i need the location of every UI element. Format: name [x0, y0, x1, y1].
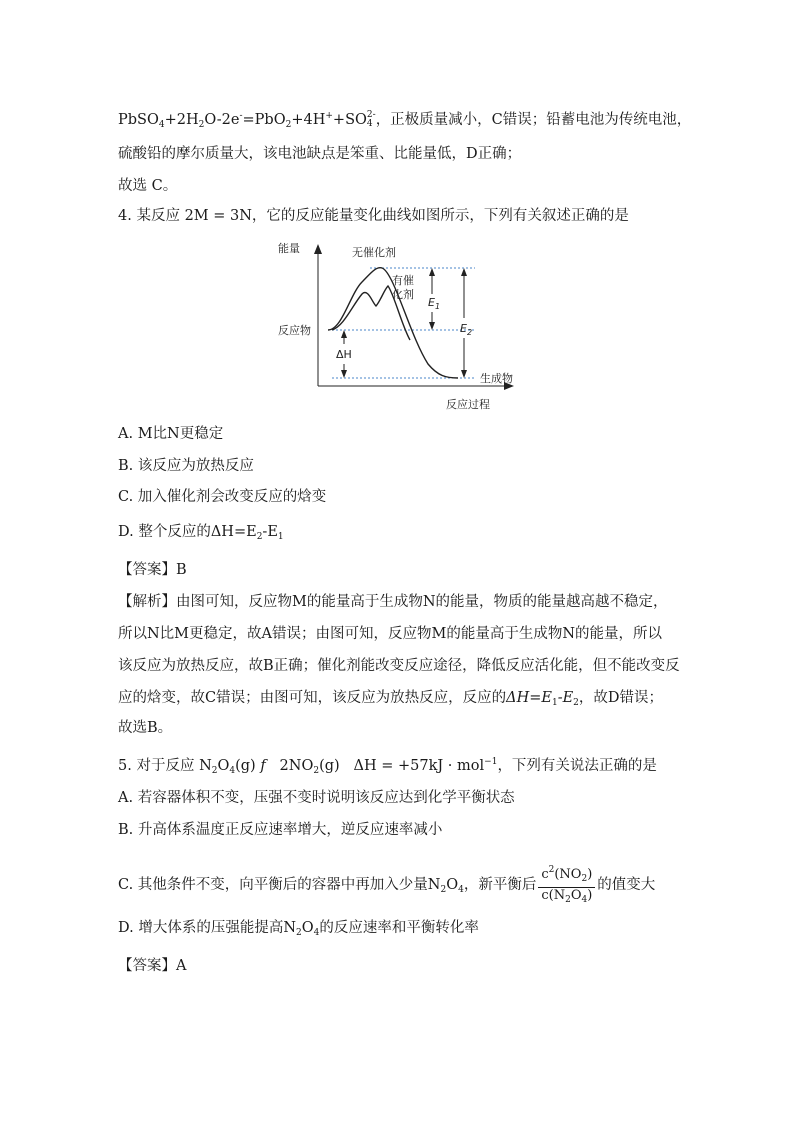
formula-text: N — [283, 920, 297, 936]
q4-analysis-line-5: 故选B。 — [118, 720, 173, 736]
formula-text: ΔH=E — [210, 524, 257, 540]
formula-text: O-2e — [204, 112, 240, 128]
sub-sup-stack — [367, 111, 376, 129]
formula-text: c — [541, 867, 549, 882]
subscript: 2 — [211, 766, 218, 776]
formula-text: c(N — [541, 888, 566, 903]
q5-option-d — [118, 918, 479, 943]
formula-text: O — [570, 888, 582, 903]
subscript: 4 — [366, 119, 373, 129]
formula-text: N — [199, 758, 212, 774]
subscript: 4 — [313, 928, 320, 938]
q4-option-a: A. M比N更稳定 — [118, 426, 224, 442]
formula-text: O — [446, 877, 459, 893]
q4-option-b: B. 该反应为放热反应 — [118, 458, 254, 474]
explanation-line-2: 硫酸铅的摩尔质量大，该电池缺点是笨重、比能量低，D正确； — [118, 146, 522, 162]
e2-arrowhead-bottom — [461, 370, 467, 378]
explanation-line-3: 故选 C。 — [118, 178, 178, 194]
e1-arrowhead-bottom — [429, 322, 435, 330]
formula-text: (NO — [554, 867, 582, 882]
formula-text: O — [301, 920, 314, 936]
product-label: 生成物 — [480, 372, 513, 385]
subscript: 2 — [573, 698, 579, 708]
e1-label: $E_1$ — [428, 296, 441, 311]
fraction — [538, 862, 595, 908]
formula-text: (g) — [235, 758, 256, 774]
q4-analysis-line-4 — [118, 688, 663, 713]
superscript: −1 — [484, 757, 498, 767]
formula-text: +2H — [164, 112, 199, 128]
subscript: 2 — [581, 874, 588, 884]
option-text: D. 增大体系的压强能提高 — [118, 920, 284, 936]
option-text: C. 其他条件不变，向平衡后的容器中再加入少量 — [118, 877, 428, 893]
subscript: 2 — [285, 120, 292, 130]
q4-option-d — [118, 522, 284, 547]
subscript: 2 — [198, 120, 205, 130]
superscript: - — [239, 111, 243, 121]
explanation-text: ，正极质量减小，C错误；铅蓄电池为传统电池， — [375, 112, 692, 128]
superscript: 2- — [366, 110, 376, 120]
question-5-stem — [118, 752, 657, 781]
y-axis-label: 能量 — [278, 242, 300, 255]
enthalpy-text: ΔH = +57kJ · mol — [353, 758, 485, 774]
subscript: 1 — [551, 698, 558, 708]
q5-option-c — [118, 862, 655, 908]
x-axis-label: 反应过程 — [446, 398, 490, 411]
question-number: 4. 某反应 — [118, 208, 180, 224]
analysis-text: 应的焓变，故C错误；由图可知，该反应为放热反应，反应的 — [118, 690, 507, 706]
formula-text: O — [217, 758, 230, 774]
subscript: 2 — [313, 766, 320, 776]
subscript: 4 — [458, 885, 464, 895]
no-catalyst-label: 无催化剂 — [352, 246, 396, 259]
q4-analysis-line-2: 所以N比M更稳定，故A错误；由图可知，反应物M的能量高于生成物N的能量，所以 — [118, 626, 663, 642]
option-text: 的反应速率和平衡转化率 — [319, 920, 479, 936]
subscript: 2 — [256, 532, 263, 542]
superscript: + — [325, 111, 333, 121]
q4-answer: 【答案】B — [118, 562, 187, 578]
analysis-text: ，故D错误； — [578, 690, 664, 706]
formula-text: ) — [587, 867, 593, 882]
e1-arrowhead-top — [429, 268, 435, 276]
formula-text: -E — [262, 524, 278, 540]
e2-arrowhead-top — [461, 268, 467, 276]
question-number: 5. 对于反应 — [118, 758, 195, 774]
fraction-denominator — [538, 888, 595, 908]
catalyst-label-line2: 化剂 — [392, 288, 414, 301]
formula-text: PbSO — [118, 112, 159, 128]
subscript: 2 — [440, 885, 447, 895]
formula-text: =PbO — [242, 112, 286, 128]
reactant-label: 反应物 — [278, 324, 311, 337]
option-text: 的值变大 — [597, 877, 656, 893]
fraction-numerator — [538, 862, 595, 888]
formula-text: +4H — [291, 112, 326, 128]
y-axis-arrow — [314, 244, 322, 254]
explanation-line-1 — [118, 106, 691, 135]
dh-label: ΔH — [336, 348, 352, 361]
subscript: 2 — [296, 928, 302, 938]
formula-text: ΔH=E — [506, 690, 552, 706]
reaction-equation: 2M = 3N — [184, 208, 252, 224]
catalyst-label-line1: 有催 — [392, 274, 414, 287]
formula-text: (g) — [319, 758, 340, 774]
question-4-stem — [118, 206, 629, 226]
question-text: ，它的反应能量变化曲线如图所示，下列有关叙述正确的是 — [251, 208, 629, 224]
subscript: 2 — [565, 895, 571, 905]
option-text: ，新平衡后 — [463, 877, 537, 893]
equilibrium-symbol: f — [260, 758, 266, 774]
subscript: 1 — [277, 532, 284, 542]
question-text: ，下列有关说法正确的是 — [497, 758, 657, 774]
q5-option-a: A. 若容器体积不变，压强不变时说明该反应达到化学平衡状态 — [118, 790, 515, 806]
formula-text: 2NO — [279, 758, 314, 774]
subscript: 4 — [158, 120, 165, 130]
q4-analysis-line-3: 该反应为放热反应，故B正确；催化剂能改变反应途径，降低反应活化能，但不能改变反 — [118, 658, 680, 674]
q4-analysis-line-1: 【解析】由图可知，反应物M的能量高于生成物N的能量，物质的能量越高越不稳定， — [118, 594, 668, 610]
formula-text: N — [427, 877, 441, 893]
formula-text: -E — [557, 690, 574, 706]
formula-text: ) — [587, 888, 593, 903]
q5-answer: 【答案】A — [118, 958, 187, 974]
option-text: D. 整个反应的 — [118, 524, 211, 540]
dh-arrowhead-bottom — [341, 370, 347, 378]
e2-label: $E_2$ — [460, 322, 473, 337]
subscript: 4 — [581, 895, 588, 905]
subscript: 4 — [229, 766, 236, 776]
dh-arrowhead-top — [341, 330, 347, 338]
energy-diagram — [270, 236, 540, 416]
q4-option-c: C. 加入催化剂会改变反应的焓变 — [118, 489, 327, 505]
superscript: 2 — [548, 865, 555, 875]
q5-option-b: B. 升高体系温度正反应速率增大，逆反应速率减小 — [118, 822, 443, 838]
formula-text: +SO — [332, 112, 367, 128]
